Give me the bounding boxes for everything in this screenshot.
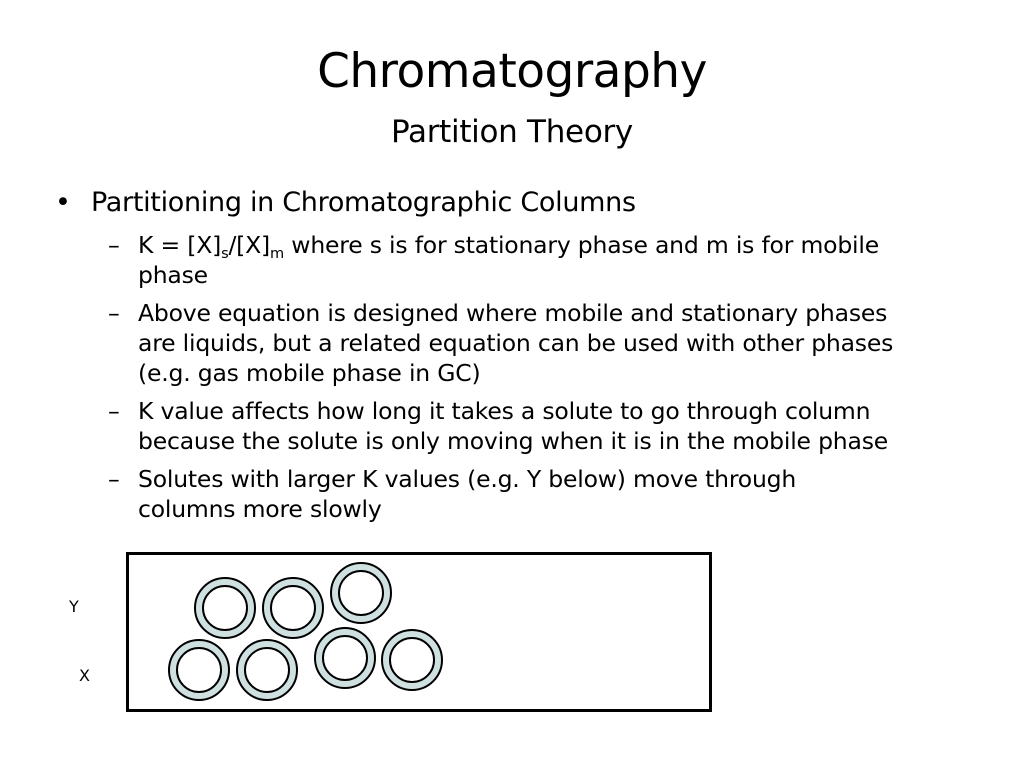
sub-bullet-line: columns more slowly (138, 495, 382, 523)
sub-bullet-line: Solutes with larger K values (e.g. Y below) move through (138, 465, 797, 493)
bullet-icon: • (55, 187, 71, 218)
bullet-text: Partitioning in Chromatographic Columns (91, 187, 636, 218)
solute-x-molecules (169, 628, 442, 700)
equation-sub-s: s (221, 245, 229, 263)
molecule-y-2 (267, 582, 319, 634)
molecule-x-1 (173, 644, 225, 696)
dash-icon: – (108, 397, 120, 425)
molecule-x-3 (319, 632, 371, 684)
equation-rest: where s is for stationary phase and m is for mobile (284, 231, 879, 259)
sub-bullet-line: (e.g. gas mobile phase in GC) (138, 359, 481, 387)
dash-icon: – (108, 299, 120, 327)
molecule-y-1 (199, 582, 251, 634)
equation-mid: /[X] (228, 231, 271, 259)
solute-y-label: Y (69, 597, 79, 616)
sub-bullet-line: are liquids, but a related equation can be used with other phases (138, 329, 894, 357)
molecule-x-4 (386, 634, 438, 686)
equation-k: K = [X] (138, 231, 222, 259)
sub-bullet-line: K value affects how long it takes a solute to go through column (138, 397, 871, 425)
dash-icon: – (108, 465, 120, 493)
molecule-x-2 (241, 644, 293, 696)
sub-bullet-line: because the solute is only moving when it is in the mobile phase (138, 427, 888, 455)
equation-sub-m: m (270, 245, 285, 263)
slide-title: Chromatography (317, 44, 707, 99)
solute-y-molecules (195, 563, 391, 638)
equation-line-2: phase (138, 261, 208, 289)
solute-x-label: X (79, 666, 90, 685)
dash-icon: – (108, 231, 120, 259)
slide-subtitle: Partition Theory (391, 114, 633, 150)
molecule-y-3 (335, 567, 387, 619)
sub-bullet-line: Above equation is designed where mobile and stationary phases (138, 299, 888, 327)
